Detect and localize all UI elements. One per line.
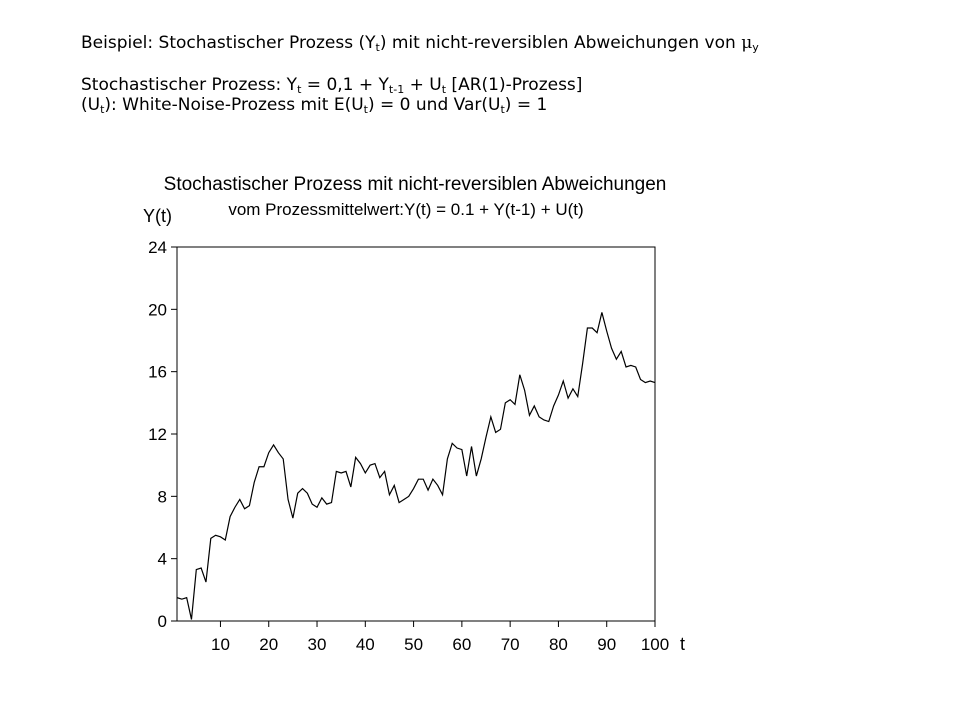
x-tick-label: 50 (404, 635, 424, 654)
subscript-t: t (363, 103, 368, 116)
subscript-t: t (100, 103, 105, 116)
noise-part: ): White-Noise-Prozess mit E(U (104, 95, 364, 115)
formula-part: Stochastischer Prozess: Y (81, 75, 298, 95)
subscript-t: t (297, 83, 302, 96)
subscript-t: t (441, 83, 447, 96)
x-axis-label: t (680, 634, 686, 654)
noise-part: ) = 1 (504, 95, 548, 115)
x-axis (211, 621, 669, 654)
formula-part: + U (404, 75, 442, 95)
y-tick-label: 0 (157, 612, 167, 631)
formula-part: [AR(1)-Prozess] (446, 75, 583, 95)
x-tick-label: 10 (210, 635, 230, 654)
x-tick-label: 100 (640, 635, 670, 654)
y-tick-label: 16 (148, 362, 167, 382)
x-tick-label: 80 (548, 635, 568, 654)
chart-subtitle: vom Prozessmittelwert:Y(t) = 0.1 + Y(t-1) + U(t) (228, 200, 584, 219)
y-tick-label: 8 (157, 487, 167, 507)
noise-part: (U (81, 95, 101, 115)
series-line (177, 312, 655, 619)
y-tick-label: 20 (148, 300, 167, 320)
formula-part: = 0,1 + Y (301, 75, 389, 95)
subscript-y: y (752, 41, 759, 54)
y-tick-label: 24 (148, 238, 167, 257)
example-title-prefix: Beispiel: Stochastischer Prozess (Y (81, 33, 376, 53)
x-tick-label: 70 (500, 635, 520, 654)
y-tick-label: 12 (148, 425, 167, 444)
subscript-t: t (375, 41, 380, 54)
x-tick-label: 90 (597, 635, 617, 654)
example-title-suffix: ) mit nicht-reversiblen Abweichungen von (379, 33, 742, 53)
noise-part: ) = 0 und Var(U (368, 95, 501, 115)
y-tick-label: 4 (157, 549, 167, 569)
mu-symbol: μ (741, 33, 753, 53)
plot-frame (177, 247, 655, 621)
x-tick-label: 30 (307, 635, 327, 654)
x-tick-label: 20 (259, 635, 279, 654)
chart-title: Stochastischer Prozess mit nicht-reversiblen Abweichungen (163, 174, 667, 195)
subscript-t: t (500, 103, 505, 116)
x-tick-label: 40 (355, 635, 375, 654)
subscript-t-minus-1: t-1 (388, 83, 405, 96)
y-axis-label: Y(t) (143, 206, 172, 226)
y-axis (148, 238, 177, 631)
x-tick-label: 60 (452, 635, 472, 654)
